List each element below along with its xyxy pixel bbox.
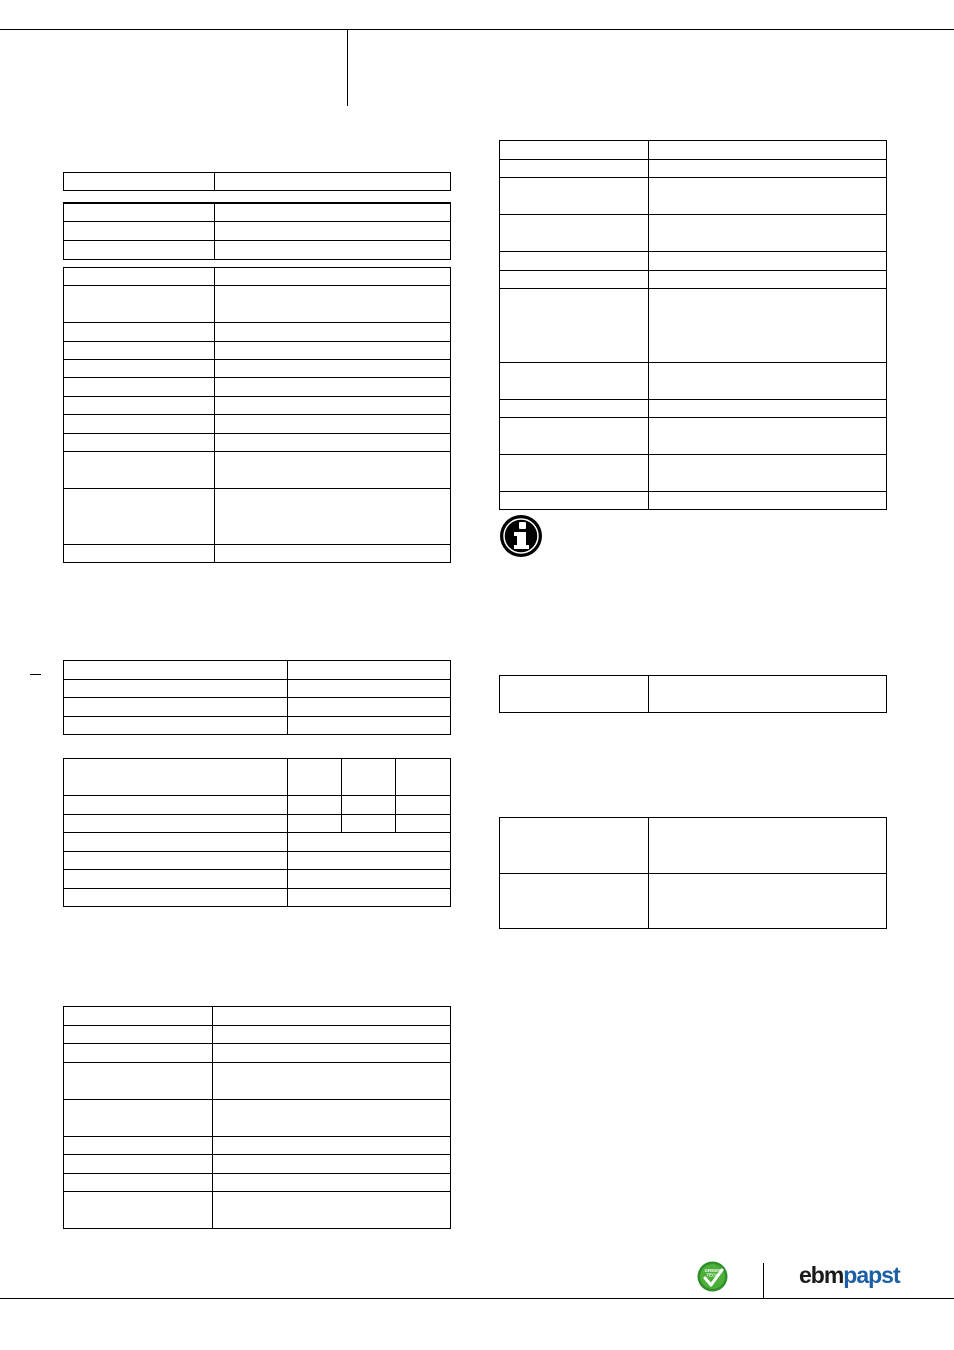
table-row (64, 286, 451, 323)
green-tech-check-icon (697, 1261, 728, 1292)
table-row (500, 818, 887, 874)
brand-name-part1: ebm (799, 1262, 844, 1288)
table-row (500, 492, 887, 510)
table-row (64, 268, 451, 286)
table-row (64, 1155, 451, 1174)
table-row (64, 661, 451, 680)
table-row (500, 418, 887, 455)
table-row (64, 397, 451, 415)
table-row (64, 342, 451, 360)
table-row (500, 271, 887, 289)
left-table-5 (63, 758, 451, 907)
table-row (64, 698, 451, 717)
table-row (64, 796, 451, 815)
table-row (64, 489, 451, 545)
brand-logo (799, 1262, 900, 1289)
right-table-2 (499, 675, 887, 713)
left-table-4 (63, 660, 451, 735)
table-row (64, 833, 451, 852)
table-row (64, 1137, 451, 1155)
right-table-1 (499, 140, 887, 510)
table-row (500, 289, 887, 363)
table-row (64, 717, 451, 735)
margin-dash (30, 674, 41, 675)
table-row (500, 874, 887, 929)
table-row (64, 759, 451, 796)
table-row (64, 545, 451, 563)
table-row (64, 1026, 451, 1044)
table-row (64, 1044, 451, 1063)
table-row (64, 452, 451, 489)
table-row (64, 173, 451, 191)
table-row (64, 221, 451, 240)
table-row (64, 240, 451, 259)
left-table-3 (63, 267, 451, 563)
table-row (500, 676, 887, 713)
table-row (500, 455, 887, 492)
table-row (64, 323, 451, 342)
table-row (64, 815, 451, 833)
left-table-6 (63, 1006, 451, 1229)
table-row (64, 1100, 451, 1137)
table-row (64, 434, 451, 452)
table-row (64, 415, 451, 434)
table-row (64, 852, 451, 870)
table-row (500, 400, 887, 418)
green-tech-text: GREEN (704, 1268, 721, 1273)
table-row (64, 889, 451, 907)
table-row (64, 360, 451, 378)
table-row (500, 160, 887, 178)
footer-rule (0, 1298, 954, 1299)
right-table-3 (499, 817, 887, 929)
header-rule (0, 29, 954, 30)
info-icon (499, 514, 543, 558)
left-table-1 (63, 172, 451, 191)
table-row (500, 252, 887, 271)
table-row (64, 203, 451, 221)
table-row (500, 363, 887, 400)
brand-name-part2: papst (843, 1262, 900, 1288)
table-row (64, 870, 451, 889)
svg-text:TECH: TECH (706, 1272, 719, 1278)
table-row (64, 378, 451, 397)
table-row (500, 141, 887, 160)
table-row (64, 1007, 451, 1026)
table-row (500, 178, 887, 215)
header-divider (347, 29, 348, 106)
left-table-2 (63, 202, 451, 260)
table-row (64, 1063, 451, 1100)
table-row (500, 215, 887, 252)
table-row (64, 680, 451, 698)
table-row (64, 1192, 451, 1229)
footer-divider (763, 1263, 764, 1298)
table-row (64, 1174, 451, 1192)
